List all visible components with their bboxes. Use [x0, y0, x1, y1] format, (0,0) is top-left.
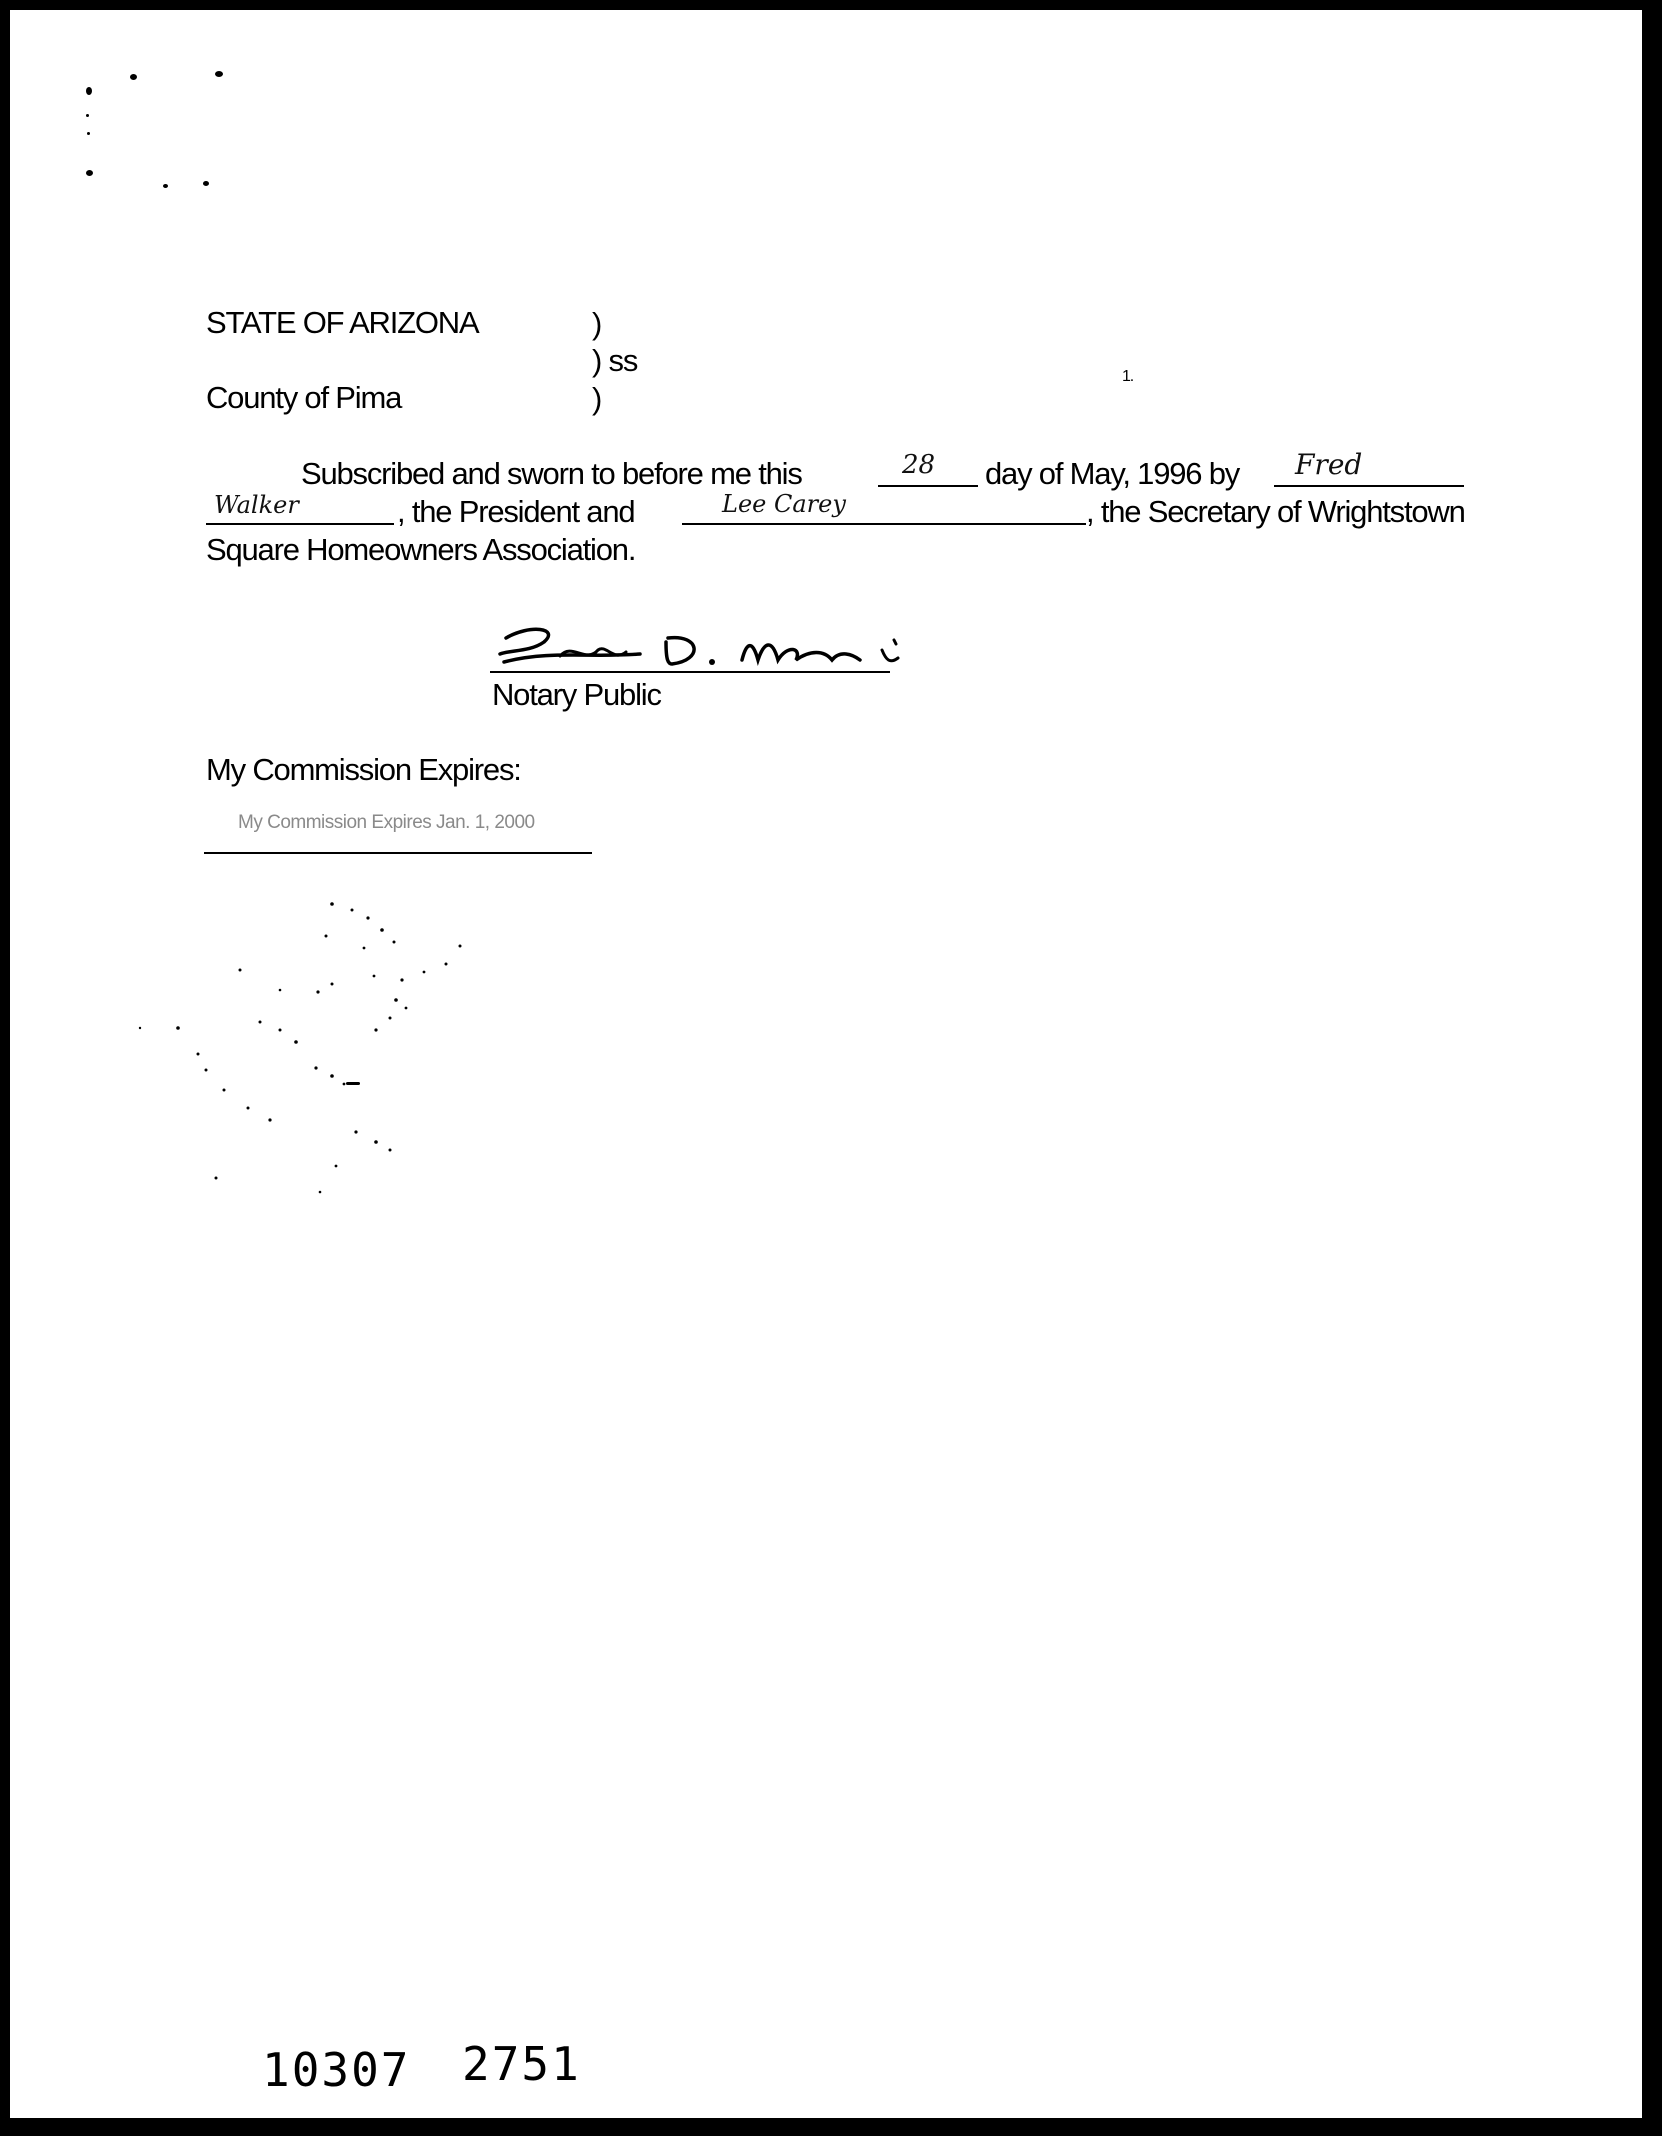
scan-speck [86, 170, 93, 176]
document-number: 10307 [262, 2043, 411, 2097]
notary-signature-line [490, 671, 890, 673]
president-blank-2 [206, 523, 394, 525]
day-blank [878, 485, 978, 487]
county-label: County of Pima [206, 380, 402, 415]
page-number: 2751 [462, 2037, 581, 2091]
venue-ss: ) ss [592, 343, 638, 378]
jurat-line1-mid: day of May, 1996 by [985, 456, 1240, 491]
president-first-name: Fred [1295, 448, 1363, 481]
notary-title: Notary Public [492, 677, 661, 712]
jurat-line3: Square Homeowners Association. [206, 532, 636, 567]
state-label: STATE OF ARIZONA [206, 305, 479, 340]
scan-speck [130, 74, 137, 80]
commission-label: My Commission Expires: [206, 752, 521, 787]
venue-paren-bottom: ) [592, 381, 602, 416]
secretary-name: Lee Carey [722, 490, 846, 518]
notary-seal-remnant [120, 880, 480, 1200]
commission-line [204, 852, 592, 854]
document-page [10, 10, 1642, 2118]
jurat-line2-end: , the Secretary of Wrightstown [1086, 494, 1465, 529]
president-last-name: Walker [214, 491, 299, 519]
president-blank-1 [1274, 485, 1464, 487]
margin-mark: 1. [1122, 368, 1133, 385]
jurat-line2-mid: , the President and [397, 494, 635, 529]
scan-speck [86, 114, 89, 117]
day-value: 28 [902, 450, 936, 480]
scan-speck [203, 181, 209, 186]
commission-stamp: My Commission Expires Jan. 1, 2000 [238, 812, 535, 833]
scan-speck [86, 87, 92, 95]
secretary-blank [682, 523, 1086, 525]
scan-speck [87, 132, 90, 135]
scan-speck [163, 184, 168, 188]
jurat-line1-pre: Subscribed and sworn to before me this [301, 456, 802, 491]
venue-paren-top: ) [592, 306, 602, 341]
scan-speck [215, 71, 223, 77]
